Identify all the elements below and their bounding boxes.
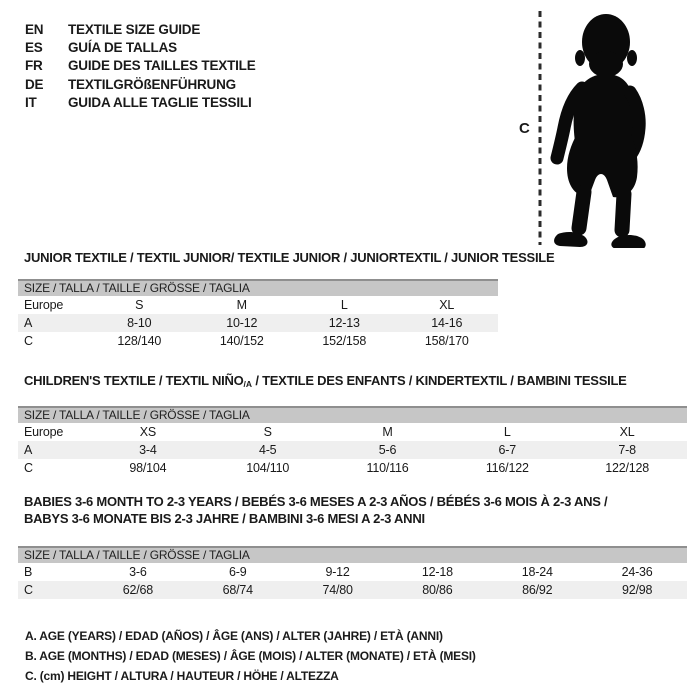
size-tables-area (18, 249, 687, 599)
row-label: C (24, 334, 33, 348)
row-label: C (24, 461, 33, 475)
language-code: ES (25, 40, 43, 56)
size-table-children (18, 406, 687, 477)
section-title (18, 372, 687, 393)
size-value: 18-24 (521, 565, 553, 579)
size-value: 9-12 (325, 565, 350, 579)
size-value: 104/110 (246, 461, 290, 475)
size-table-junior (18, 279, 498, 350)
size-section-junior (18, 249, 687, 350)
size-header-bar: SIZE / TALLA / TAILLE / GRÖSSE / TAGLIA (18, 279, 498, 296)
size-value: S (135, 298, 144, 312)
table-row (18, 423, 687, 441)
table-row (18, 441, 687, 459)
size-value: M (382, 425, 393, 439)
size-value: S (263, 425, 272, 439)
size-value: 62/68 (122, 583, 154, 597)
size-value: 3-6 (129, 565, 147, 579)
language-title: GUIDA ALLE TAGLIE TESSILI (68, 94, 252, 110)
size-value: XS (139, 425, 157, 439)
size-table-babies (18, 546, 687, 599)
language-title: GUIDE DES TAILLES TEXTILE (68, 58, 256, 74)
section-title (18, 493, 687, 510)
row-label: Europe (24, 425, 64, 439)
size-value: 86/92 (522, 583, 553, 597)
size-value: 92/98 (621, 583, 653, 597)
size-value: 3-4 (139, 443, 157, 457)
toddler-silhouette-icon (546, 8, 656, 248)
language-code: EN (25, 22, 44, 37)
language-code: DE (25, 76, 44, 92)
size-value: 14-16 (431, 316, 463, 330)
language-title: TEXTILGRÖßENFÜHRUNG (68, 76, 236, 92)
table-rows (18, 563, 687, 599)
size-value: 128/140 (117, 334, 162, 348)
size-value: 80/86 (422, 583, 453, 597)
table-row (18, 314, 498, 332)
size-value: 7-8 (618, 443, 636, 457)
row-label: C (24, 583, 33, 597)
size-value: 68/74 (222, 583, 253, 597)
language-code: FR (25, 58, 43, 74)
table-row (18, 459, 687, 477)
title-text: BABYS 3-6 MONATE BIS 2-3 JAHRE / BAMBINI 3-6 MESI A 2-3 ANNI (24, 511, 425, 526)
row-label: Europe (24, 298, 64, 312)
row-label: A (24, 443, 33, 457)
title-text: / TEXTILE DES ENFANTS / KINDERTEXTIL / BAMBINI TESSILE (251, 373, 627, 388)
title-text: CHILDREN'S TEXTILE / TEXTIL NIÑO (24, 373, 244, 388)
size-value: M (236, 298, 247, 312)
size-value: 140/152 (219, 334, 264, 348)
measure-c-label: C (519, 119, 530, 137)
table-rows (18, 423, 687, 477)
size-value: 10-12 (226, 316, 258, 330)
size-value: 98/104 (129, 461, 167, 475)
table-row (18, 581, 687, 599)
size-section-children (18, 372, 687, 477)
size-value: 6-9 (229, 565, 247, 579)
legend-note: C. (cm) HEIGHT / ALTURA / HAUTEUR / HÖHE / ALTEZZA (25, 669, 339, 683)
size-value: XL (439, 298, 455, 312)
legend-note: A. AGE (YEARS) / EDAD (AÑOS) / ÂGE (ANS) / ALTER (JAHRE) / ETÀ (ANNI) (25, 629, 443, 643)
size-value: L (340, 298, 348, 312)
size-value: 74/80 (322, 583, 353, 597)
legend-notes (25, 626, 476, 686)
size-value: 4-5 (258, 443, 277, 457)
size-value: 122/128 (605, 461, 649, 475)
size-value: 24-36 (621, 565, 653, 579)
size-header-bar: SIZE / TALLA / TAILLE / GRÖSSE / TAGLIA (18, 406, 687, 423)
table-row (18, 332, 498, 350)
row-label: B (24, 565, 33, 579)
section-title (18, 249, 687, 266)
size-value: L (503, 425, 511, 439)
legend-note: B. AGE (MONTHS) / EDAD (MESES) / ÂGE (MOIS) / ALTER (MONATE) / ETÀ (MESI) (25, 649, 476, 663)
title-text: JUNIOR TEXTILE / TEXTIL JUNIOR/ TEXTILE JUNIOR / JUNIORTEXTIL / JUNIOR TESSILE (24, 250, 555, 265)
table-rows (18, 296, 498, 350)
size-value: 152/158 (322, 334, 367, 348)
table-row (18, 563, 687, 581)
size-value: 12-18 (421, 565, 453, 579)
size-value: 8-10 (127, 316, 152, 330)
size-value: 5-6 (378, 443, 397, 457)
size-header-bar: SIZE / TALLA / TAILLE / GRÖSSE / TAGLIA (18, 546, 687, 563)
table-row (18, 296, 498, 314)
title-subscript: /A (243, 379, 252, 389)
height-measure-figure (519, 8, 656, 248)
section-title (18, 510, 687, 527)
size-value: 12-13 (328, 316, 360, 330)
title-text: BABIES 3-6 MONTH TO 2-3 YEARS / BEBÉS 3-6 MESES A 2-3 AÑOS / BÉBÉS 3-6 MOIS À 2-3 ANS / (24, 494, 608, 509)
height-dashed-line-icon (538, 10, 542, 246)
language-title: TEXTILE SIZE GUIDE (68, 22, 201, 37)
size-value: 6-7 (498, 443, 517, 457)
size-section-babies (18, 493, 687, 599)
language-title: GUÍA DE TALLAS (68, 40, 177, 56)
size-value: 110/116 (366, 461, 409, 475)
row-label: A (24, 316, 33, 330)
language-code: IT (25, 94, 37, 110)
language-title-list (25, 21, 256, 112)
size-value: XL (619, 425, 635, 439)
size-value: 116/122 (485, 461, 529, 475)
size-value: 158/170 (424, 334, 469, 348)
